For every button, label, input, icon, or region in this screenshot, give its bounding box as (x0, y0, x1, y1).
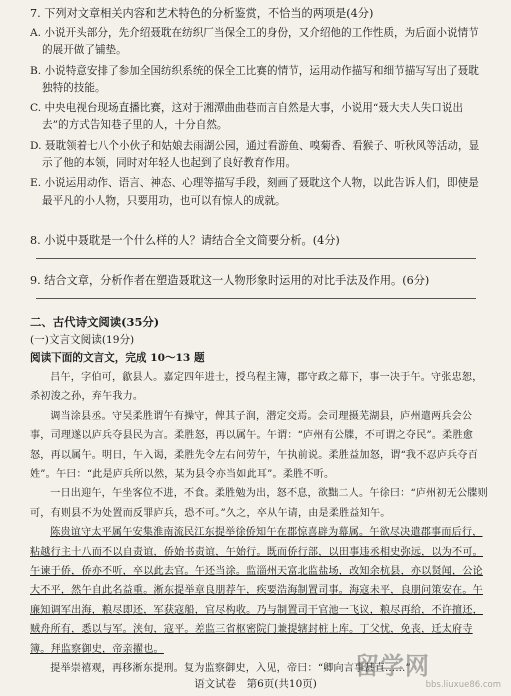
reading-instruction: 阅读下面的文言文，完成 10～13 题 (30, 352, 205, 364)
page-footer: 语文试卷 第6页(共10页) (194, 678, 317, 690)
option-e: E. 小说运用动作、语言、神态、心理等描写手段，刻画了聂耽这个人物，以此告诉人们，即使是最平凡的小人物，只要用功，也可以有惊人的成就。 (30, 177, 479, 207)
watermark-url: bbs.liuxue86.com (425, 680, 501, 690)
section-heading: 二、古代诗文阅读(35分) (30, 315, 160, 329)
option-c: C. 中央电视台现场直播比赛，这对于湘潭曲曲巷而言自然是大事，小说用“聂大夫人失口说出去”的方式告知巷子里的人，十分自然。 (30, 102, 464, 132)
option-a: A. 小说开头部分，先介绍聂耽在纺织厂当保全工的身份，又介绍他的工作性质，为后面小说情节的展开做了铺垫。 (30, 27, 479, 57)
passage-paragraph: 一日出迎午，午坐客位不进，不食。柔胜勉为出，怒不息，欲黜二人。午徐曰：“庐州初无公牒则可，有则县不为处置而反罪庐兵，恐不可。”久之，卒从午请，由是柔胜益知午。 (30, 488, 488, 519)
passage-paragraph: 提举崇禧观，再移淅东提刑。复为监察御史，入见，帝曰：“卿向言事甚直……” (50, 663, 411, 675)
passage-paragraph: 陈贵谊守太平属午安集淮南流民江东提举徐侨知午在郡惊喜辟为幕属。午欲尽决遣郡事而后行，粘越行主十八而不以自责谊，侨始书责谊，午始行。既而侨行部，以田事违丞相史弥远，以为不可。午谏于侨，侨亦不听，卒以此去官。午还当涂。监淄州天富北监盐场，改知余杭县，亦以贤闻，公论大不平，然午自此名益重。淅东提举章良朋荐午，疾要浩海制置司事。海寇未平，良朋问策安在。午廉知调军出海，粮尽即还，军获寇船，官尽构收。乃与制置司干官池一飞议，粮尽再给，不许擅还，贼舟所有，悉以与军。浃旬，寇平。差监三省枢密院门兼提辖封桩上库。丁父忧，免丧，迁太府寺簿。拜监察御史，帝亲擢也。 (30, 527, 483, 655)
question-9: 9. 结合文章，分析作者在塑造聂耽这一人物形象时运用的对比手法及作用。(6分) (30, 274, 430, 287)
watermark-logo (355, 646, 505, 690)
question-7 (30, 5, 488, 210)
answer-line (36, 258, 476, 259)
subsection-heading: (一)文言文阅读(19分) (30, 334, 135, 346)
answer-line (36, 298, 476, 299)
passage-paragraph: 调当涂县丞。守吴柔胜谓午有操守，俾其子润，潜定交焉。会司理摄芜湖县，庐州遣两兵会公事，司理遂以庐兵夺县民为言。柔胜怒，再以属午。午谓：“庐州有公牒，不可谓之夺民”。柔胜愈怒，再以属午。明日，午入谒，柔胜先令左右问劳午，午执前说。柔胜益加怒，谓“我不忍庐兵夺百姓”。午曰：“此是庐兵所以然，某为县令亦当如此耳”。柔胜不听。 (30, 410, 478, 481)
classical-passage (30, 368, 488, 675)
question-7-stem: 7. 下列对文章相关内容和艺术特色的分析鉴赏，不恰当的两项是(4分) (30, 7, 374, 20)
watermark-text: 留学网 (355, 652, 430, 680)
option-d: D. 聂耽领着七八个小伙子和姑娘去雨湖公园，通过看游鱼、嗅菊香、看猴子、听秋风等活动，显示了他的本领，同时对年轻人也起到了良好教育作用。 (30, 139, 480, 170)
option-b: B. 小说特意安排了参加全国纺织系统的保全工比赛的情节，运用动作描写和细节描写写出了聂耽独特的技能。 (30, 64, 479, 94)
passage-paragraph: 吕午，字伯可，歙县人。嘉定四年进士，授乌程主簿，郡守政之幕下，事一决于午。守张忠恕，杀初浚之孙，弃午我力。 (30, 372, 483, 403)
question-8: 8. 小说中聂耽是一个什么样的人？请结合全文简要分析。(4分) (30, 234, 340, 247)
